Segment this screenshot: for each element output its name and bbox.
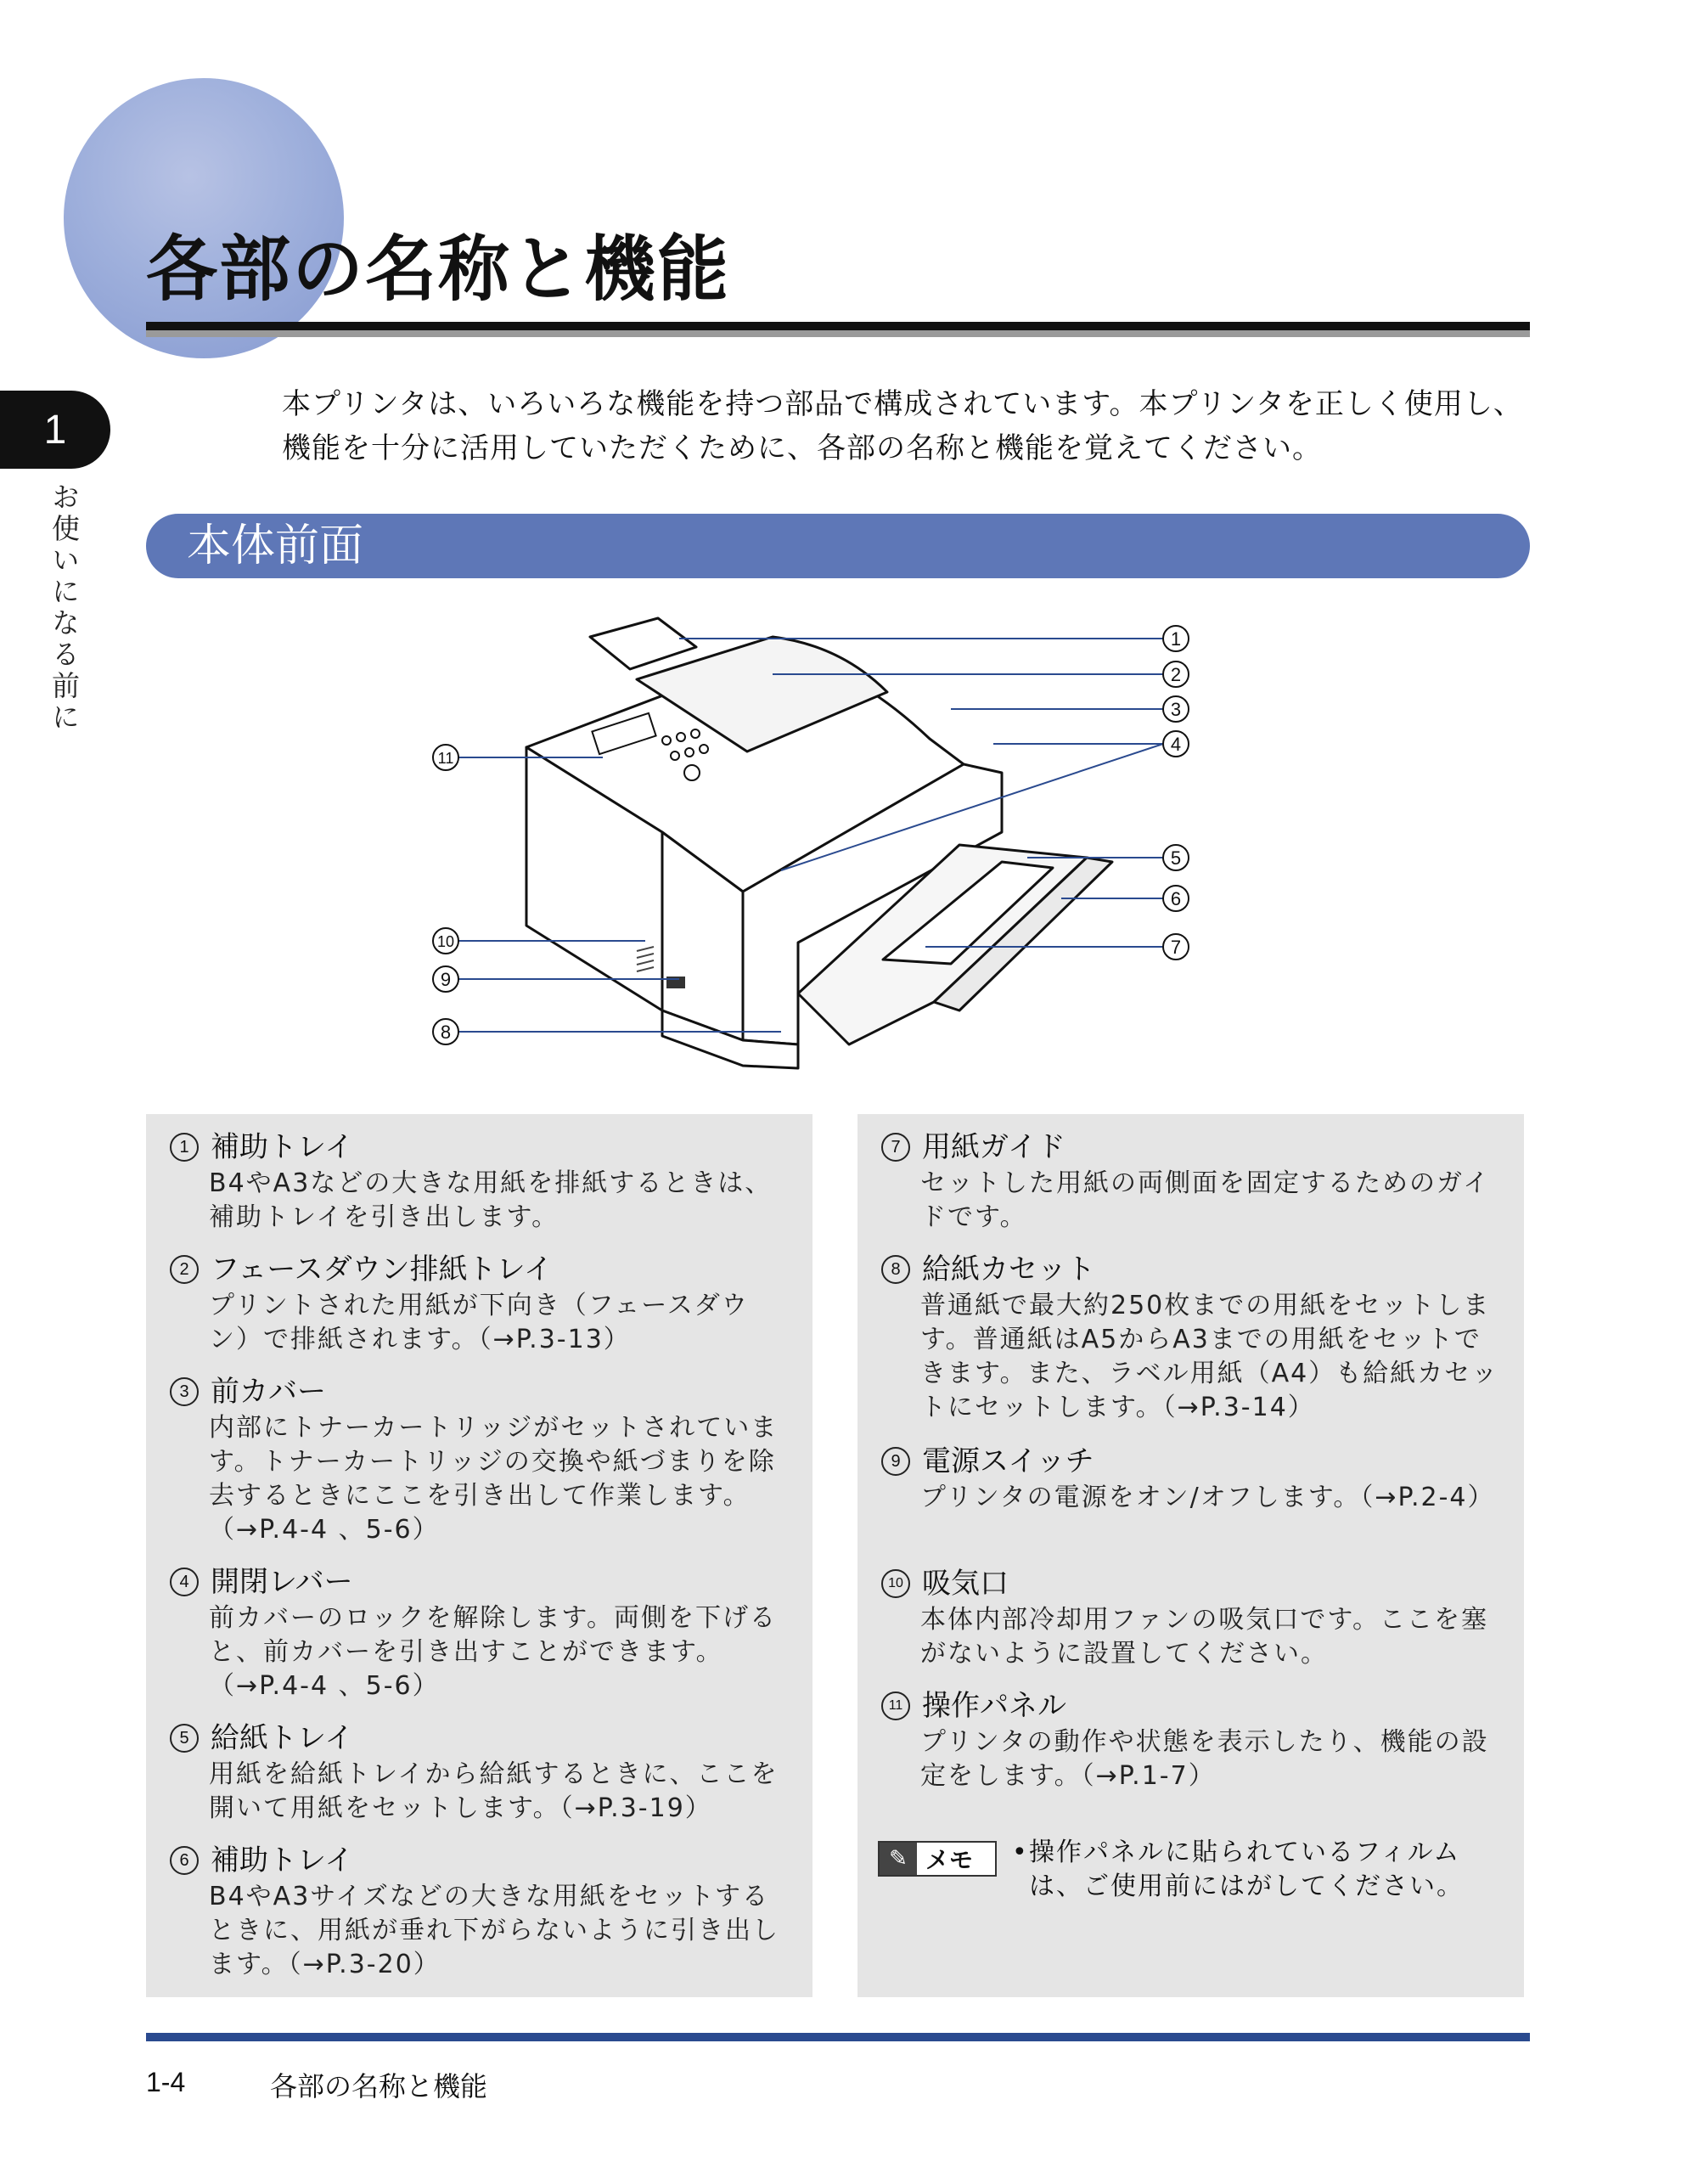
item-description: プリンタの電源をオン/オフします。（→P.2-4） (920, 1483, 1495, 1512)
decorative-circle (64, 78, 344, 358)
item-1 (170, 1128, 790, 1235)
svg-text:2: 2 (1170, 664, 1182, 685)
svg-text:1: 1 (1170, 628, 1182, 650)
item-title: 前カバー (211, 1375, 326, 1409)
item-2 (170, 1250, 790, 1357)
item-description: セットした用紙の両側面を固定するためのガイドです。 (920, 1168, 1491, 1232)
item-number: 2 (170, 1255, 199, 1284)
title-rule-shadow (146, 330, 1530, 337)
item-number: 7 (881, 1133, 910, 1162)
item-11 (881, 1686, 1501, 1793)
page-title: 各部の名称と機能 (146, 228, 731, 311)
item-title: 電源スイッチ (922, 1444, 1094, 1478)
item-number: 10 (881, 1569, 910, 1598)
item-title: 吸気口 (922, 1567, 1009, 1601)
item-description: 内部にトナーカートリッジがセットされています。トナーカートリッジの交換や紙づまりを除去するときにここを引き出して作業します。（→P.4-4 、5-6） (209, 1413, 779, 1545)
item-6 (170, 1841, 790, 1982)
memo-label: メモ (925, 1846, 974, 1874)
svg-text:10: 10 (436, 933, 455, 950)
item-3 (170, 1372, 790, 1547)
item-number: 6 (170, 1846, 199, 1875)
svg-text:6: 6 (1170, 888, 1182, 909)
item-title: 補助トレイ (211, 1130, 354, 1164)
item-description: 普通紙で最大約250枚までの用紙をセットします。普通紙はA5からA3までの用紙をセットできます。また、ラベル用紙（A4）も給紙カセットにセットします。（→P.3-14） (920, 1291, 1499, 1422)
item-number: 1 (170, 1133, 199, 1162)
item-title: フェースダウン排紙トレイ (211, 1252, 553, 1286)
chapter-number: 1 (43, 407, 67, 453)
svg-text:5: 5 (1170, 847, 1182, 869)
item-title: 給紙カセット (922, 1252, 1095, 1286)
item-description: 本体内部冷却用ファンの吸気口です。ここを塞がないように設置してください。 (920, 1605, 1488, 1669)
item-description: プリンタの動作や状態を表示したり、機能の設定をします。（→P.1-7） (920, 1727, 1489, 1791)
svg-text:11: 11 (437, 750, 454, 767)
item-description: プリントされた用紙が下向き（フェースダウン）で排紙されます。（→P.3-13） (209, 1291, 749, 1354)
item-10 (881, 1564, 1501, 1671)
footer-rule (146, 2033, 1530, 2041)
item-description: 用紙を給紙トレイから給紙するときに、ここを開いて用紙をセットします。（→P.3-19） (209, 1759, 779, 1823)
memo-text: 操作パネルに貼られているフィルムは、ご使用前にはがしてください。 (1029, 1838, 1464, 1901)
item-title: 補助トレイ (211, 1843, 354, 1877)
title-rule (146, 322, 1530, 330)
intro-paragraph: 本プリンタは、いろいろな機能を持つ部品で構成されています。本プリンタを正しく使用し、機能を十分に活用していただくために、各部の名称と機能を覚えてください。 (282, 387, 1523, 465)
footer-title: 各部の名称と機能 (270, 2070, 488, 2102)
item-description: B4やA3などの大きな用紙を排紙するときは、補助トレイを引き出します。 (209, 1168, 773, 1232)
description-panel-left (146, 1114, 812, 1997)
item-number: 3 (170, 1377, 199, 1406)
item-title: 操作パネル (922, 1689, 1066, 1723)
item-number: 11 (881, 1691, 910, 1720)
svg-text:3: 3 (1170, 699, 1182, 720)
item-number: 8 (881, 1255, 910, 1284)
item-title: 用紙ガイド (922, 1130, 1065, 1164)
item-8 (881, 1250, 1501, 1425)
item-7 (881, 1128, 1501, 1235)
item-title: 給紙トレイ (211, 1721, 354, 1755)
memo-badge (878, 1841, 997, 1877)
pencil-icon: ✎ (880, 1843, 917, 1875)
item-number: 4 (170, 1568, 199, 1596)
item-description: B4やA3サイズなどの大きな用紙をセットするときに、用紙が垂れ下がらないように引き出します。（→P.3-20） (209, 1882, 779, 1979)
output-aux-tray-shape (590, 618, 696, 669)
svg-text:4: 4 (1170, 734, 1182, 755)
memo-bullet: • (1012, 1838, 1027, 1867)
svg-text:7: 7 (1170, 937, 1182, 958)
printer-diagram (408, 603, 1257, 1078)
section-title: 本体前面 (187, 521, 364, 571)
item-number: 5 (170, 1724, 199, 1753)
item-title: 開閉レバー (211, 1565, 353, 1599)
item-9 (881, 1442, 1501, 1515)
description-panel-right (857, 1114, 1524, 1997)
svg-text:8: 8 (440, 1022, 452, 1043)
item-4 (170, 1562, 790, 1703)
item-description: 前カバーのロックを解除します。両側を下げると、前カバーを引き出すことができます。（→P.4-4 、5-6） (209, 1603, 777, 1701)
item-number: 9 (881, 1447, 910, 1476)
footer-page-number: 1-4 (146, 2067, 186, 2097)
item-5 (170, 1719, 790, 1826)
chapter-side-label: お使いになる前に (48, 482, 81, 734)
chapter-tab (0, 391, 110, 469)
svg-text:9: 9 (440, 969, 452, 990)
